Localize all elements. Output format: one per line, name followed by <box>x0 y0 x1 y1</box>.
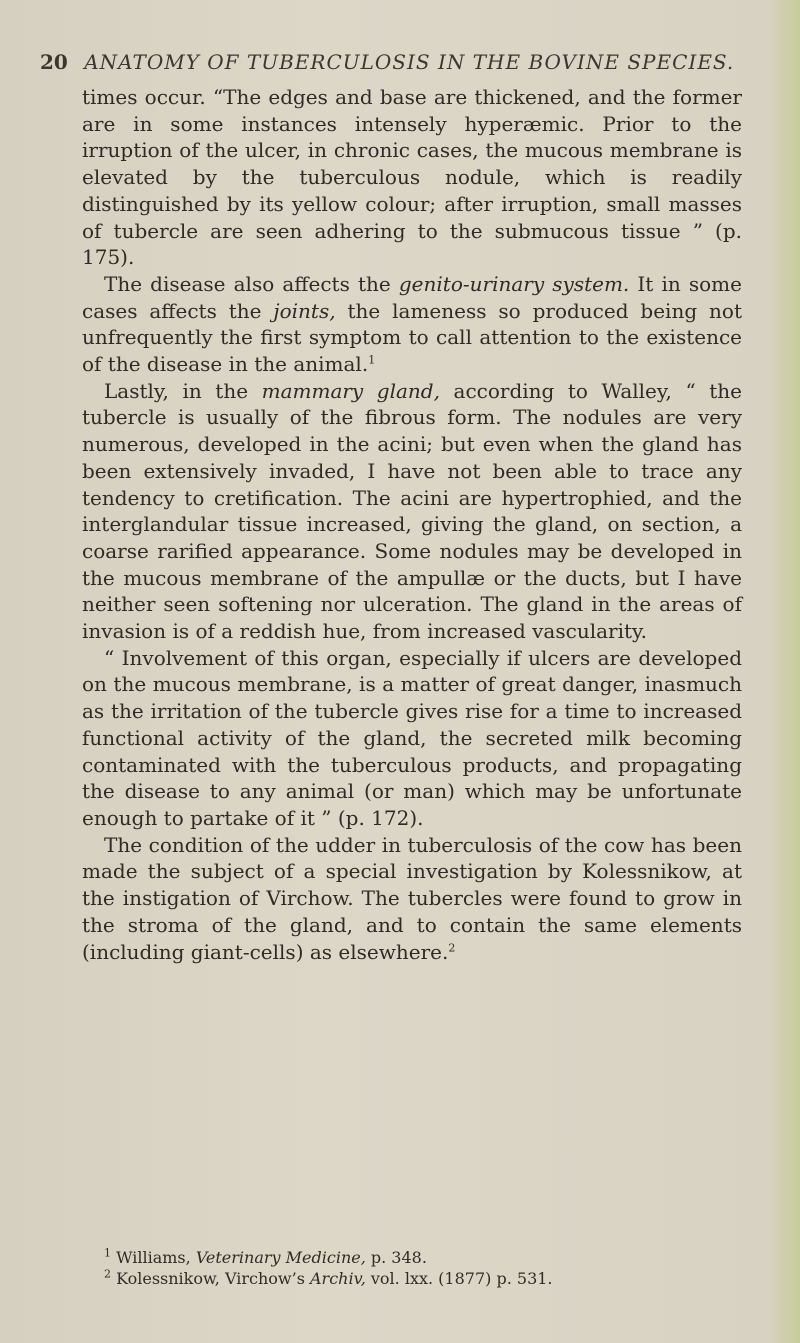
footnote-marker: 2 <box>104 1267 111 1281</box>
footnote-text: vol. lxx. (1877) p. 531. <box>365 1269 553 1288</box>
body-text <box>82 84 742 965</box>
footnote-ref: 1 <box>368 353 376 367</box>
emphasis-text: genito-urinary system. <box>398 271 630 296</box>
footnote-ref: 2 <box>448 940 456 954</box>
footnote-marker: 1 <box>104 1246 111 1260</box>
paragraph-text: The condition of the udder in tuberculosis of the cow has been made the subject of a special investigation by Kolessnikow, at the instigation of Virchow. The tubercles were found to grow in the stroma of the gland, and to contain the same elements (including giant-cells) as elsewhere. <box>82 832 742 964</box>
emphasis-text: joints, <box>273 298 336 323</box>
paragraph <box>82 271 742 378</box>
emphasis-text: mammary gland, <box>261 378 440 403</box>
paragraph-text: times occur. “The edges and base are thickened, and the former are in some instances intensely hyperæmic. Prior to the irruption of the ulcer, in chronic cases, the mucous membrane is elevated by the tuberculous nodule, which is readily distinguished by its yellow colour; after irruption, small masses of tubercle are seen adhering to the submucous tissue ” (p. 175). <box>82 85 742 270</box>
footnote-emphasis: Veterinary Medicine, <box>195 1248 366 1267</box>
footnote-text: p. 348. <box>365 1248 427 1267</box>
paragraph <box>82 832 742 966</box>
running-head <box>40 50 740 74</box>
paragraph-text: The disease also affects the <box>104 271 399 296</box>
footnote <box>82 1268 742 1289</box>
paragraph <box>82 84 742 271</box>
page-edge-shadow <box>768 0 800 1343</box>
footnote-text: Kolessnikow, Virchow’s <box>111 1269 310 1288</box>
paragraph <box>82 378 742 645</box>
footnote-emphasis: Archiv, <box>309 1269 366 1288</box>
page-number: 20 <box>40 50 68 74</box>
footnote <box>82 1247 742 1268</box>
footnotes <box>82 1247 742 1289</box>
paragraph-text: according to Walley, “ the tubercle is usually of the fibrous form. The nodules are very numerous, developed in the acini; but even when the gland has been extensively invaded, I have not been able to trace any tendency to cretification. The acini are hypertrophied, and the interglandular tissue increased, giving the gland, on section, a coarse rarified appearance. Some nodules may be developed in the mucous membrane of the ampullæ or the ducts, but I have neither seen softening nor ulceration. The gland in the areas of invasion is of a reddish hue, from increased vascularity. <box>82 378 742 644</box>
running-title: ANATOMY OF TUBERCULOSIS IN THE BOVINE SPECIES. <box>84 50 735 74</box>
paragraph-text: Lastly, in the <box>104 378 262 403</box>
paragraph <box>82 645 742 832</box>
footnote-text: Williams, <box>111 1248 196 1267</box>
paragraph-text: “ Involvement of this organ, especially if ulcers are developed on the mucous membrane, is a matter of great danger, inasmuch as the irritation of the tubercle gives rise for a time to increased functional activity of the gland, the secreted milk becoming contaminated with the tuberculous products, and propagating the disease to any animal (or man) which may be unfortunate enough to partake of it ” (p. 172). <box>82 645 742 830</box>
paragraph-text: It in some cases affects the <box>82 271 742 323</box>
paragraph-text: the lameness so produced being not unfrequently the first symptom to call attention to the existence of the disease in the animal. <box>82 298 742 377</box>
